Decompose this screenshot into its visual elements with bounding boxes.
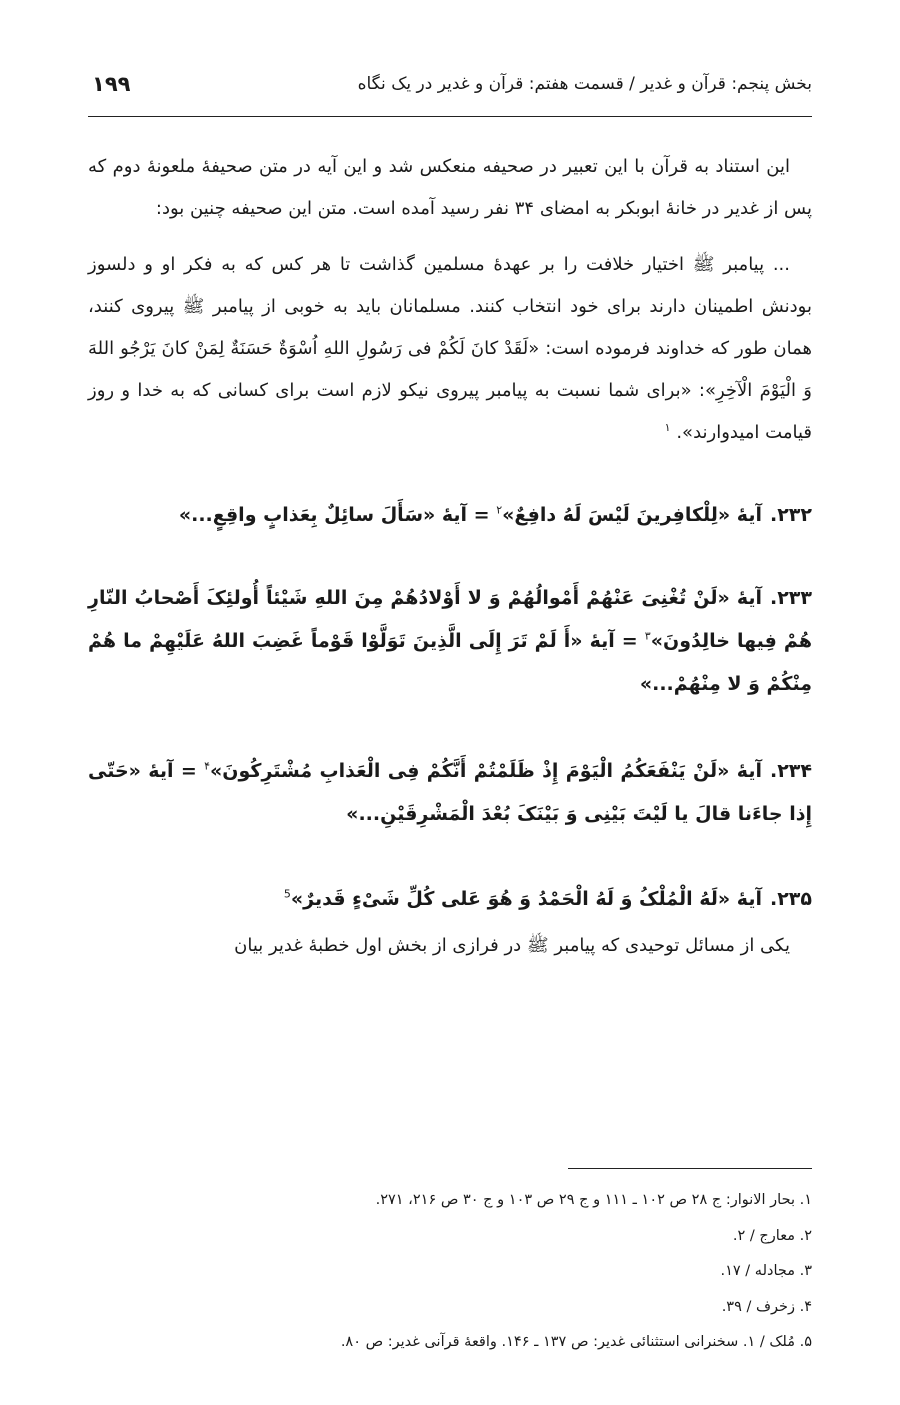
header-divider: [88, 116, 812, 117]
footnote-2: ۲. معارج / ۲.: [732, 1227, 812, 1244]
footnotes-section: [88, 1168, 812, 1361]
running-header: [88, 60, 812, 106]
verse-item: [88, 577, 812, 706]
verse-item: [88, 494, 812, 537]
verse-parallel-text: = آیهٔ «سَأَلَ سائِلٌ بِعَذابٍ واقِعٍ...»: [178, 504, 497, 526]
verse-number: ۲۳۲.: [769, 504, 812, 526]
closing-paragraph: یکی از مسائل توحیدی که پیامبر ﷺ در فرازی از بخش اول خطبهٔ غدیر بیان: [234, 935, 790, 956]
verse-number: ۲۳۵.: [769, 888, 812, 910]
running-header-title: بخش پنجم: قرآن و غدیر / قسمت هفتم: قرآن و غدیر در یک نگاه: [357, 74, 812, 94]
intro-paragraph: این استناد به قرآن با این تعبیر در صحیفه منعکس شد و این آیه در متن صحیفهٔ ملعونهٔ دوم که پس از غدیر در خانهٔ ابوبکر به امضای ۳۴ نفر رسید آمده است. متن این صحیفه چنین بود:: [88, 156, 812, 219]
footnote-4: ۴. زخرف / ۳۹.: [721, 1298, 812, 1315]
verse-parallel-text: = آیهٔ «أَ لَمْ تَرَ إِلَی الَّذِینَ تَوَلَّوْا قَوْماً غَضِبَ اللهُ عَلَیْهِمْ ما هُمْ مِنْکُمْ وَ لا مِنْهُمْ...»: [88, 630, 812, 695]
verse-text: آیهٔ «لِلْکافِرینَ لَیْسَ لَهُ دافِعٌ»: [502, 504, 762, 526]
footnote-1: ۱. بحار الانوار: ج ۲۸ ص ۱۰۲ ـ ۱۱۱ و ج ۲۹ ص ۱۰۳ و ج ۳۰ ص ۲۱۶، ۲۷۱.: [375, 1192, 812, 1208]
verse-number: ۲۳۴.: [769, 760, 812, 782]
verse-item: [88, 750, 812, 836]
footnote-3: ۳. مجادله / ۱۷.: [720, 1263, 812, 1279]
footnote-marker: ۳: [644, 629, 651, 643]
footnote-marker: ۱: [664, 421, 671, 434]
verse-parallel-text: = آیهٔ «حَتّی إِذا جاءَنا قالَ یا لَیْتَ بَیْنِی وَ بَیْنَکَ بُعْدَ الْمَشْرِقَیْنِ...»: [88, 760, 812, 825]
verse-text: آیهٔ «لَنْ تُغْنِیَ عَنْهُمْ أَمْوالُهُمْ وَ لا أَوْلادُهُمْ مِنَ اللهِ شَیْئاً أُولئِکَ أَصْحابُ النّارِ هُمْ فِیها خالِدُونَ»: [88, 587, 812, 652]
book-page: [88, 60, 812, 1350]
footnote-5: ۵. مُلک / ۱. سخنرانی استثنائی غدیر: ص ۱۳۷ ـ ۱۴۶. واقعهٔ قرآنی غدیر: ص ۸۰.: [340, 1334, 812, 1350]
footnote-marker: ۲: [496, 503, 503, 517]
footnote-marker: ۴: [204, 759, 211, 773]
verse-text: آیهٔ «لَهُ الْمُلْکُ وَ لَهُ الْحَمْدُ وَ هُوَ عَلی کُلِّ شَیْءٍ قَدیرٌ»: [290, 888, 762, 910]
verse-text: آیهٔ «لَنْ یَنْفَعَکُمُ الْیَوْمَ إِذْ ظَلَمْتُمْ أَنَّکُمْ فِی الْعَذابِ مُشْتَرِکُونَ»: [210, 760, 762, 782]
verse-item: [88, 878, 812, 921]
footnote-marker: 5: [283, 887, 291, 901]
page-number: ۱۹۹: [92, 72, 131, 96]
quoted-document-paragraph: [88, 244, 812, 454]
page-body: [88, 146, 812, 967]
footnote-divider: [568, 1168, 812, 1169]
quoted-document-text: ... پیامبر ﷺ اختیار خلافت را بر عهدهٔ مسلمین گذاشت تا هر کس که به فکر او و دلسوز بودنش اطمینان دارند برای خود انتخاب کنند. مسلمانان باید به خوبی از پیامبر ﷺ پیروی کنند، همان طور که خداوند فرموده است: «لَقَدْ کانَ لَکُمْ فی رَسُولِ اللهِ اُسْوَةٌ حَسَنَةٌ لِمَنْ کانَ یَرْجُو اللهَ وَ الْیَوْمَ الْآخِرِ»: «برای شما نسبت به پیامبر پیروی نیکو لازم است برای کسانی که به خدا و روز قیامت امیدوارند».: [88, 254, 812, 443]
verse-number: ۲۳۳.: [769, 587, 812, 609]
